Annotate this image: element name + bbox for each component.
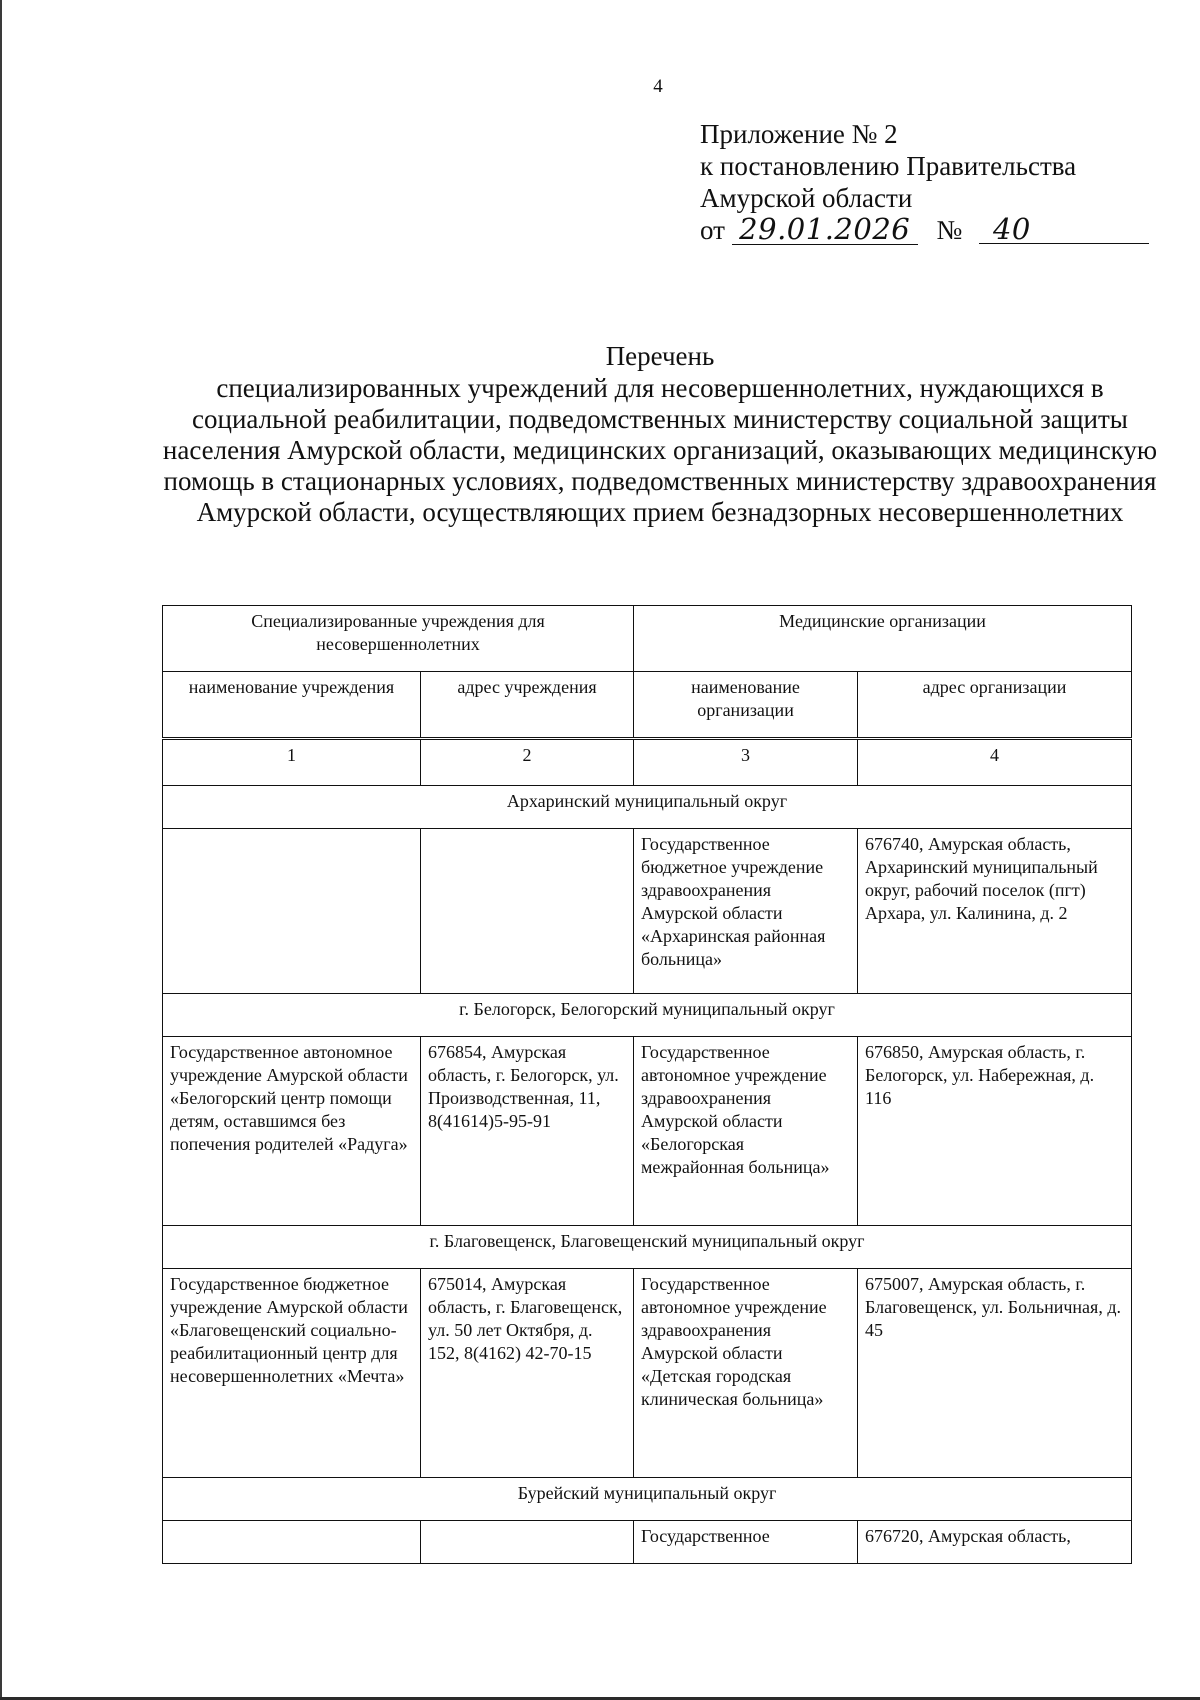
district-name: Бурейский муниципальный округ bbox=[163, 1478, 1132, 1521]
table-cell: 676850, Амурская область, г. Белогорск, ул. Набережная, д. 116 bbox=[858, 1037, 1132, 1226]
column-number: 2 bbox=[421, 739, 634, 786]
attachment-resolution: к постановлению Правительства bbox=[700, 151, 1077, 181]
column-header: адрес организации bbox=[858, 672, 1132, 739]
title-main: Перечень bbox=[605, 341, 715, 371]
district-row bbox=[163, 994, 1132, 1037]
table-row bbox=[163, 1521, 1132, 1564]
district-name: Архаринский муниципальный округ bbox=[163, 786, 1132, 829]
page-number: 4 bbox=[653, 76, 663, 97]
group-header-special: Специализированные учреждения для несовершеннолетних bbox=[163, 606, 634, 672]
table-cell: 676720, Амурская область, bbox=[858, 1521, 1132, 1564]
table-row bbox=[163, 829, 1132, 994]
title-subtitle: специализированных учреждений для несовершеннолетних, нуждающихся в социальной реабилитации, подведомственных министерству социальной защиты населения Амурской области, медицинских организаций, оказывающих медицинскую помощь в стационарных условиях, подведомственных министерству здравоохранения Амурской области, осуществляющих прием безнадзорных несовершеннолетних bbox=[162, 373, 1158, 527]
scan-left-edge bbox=[0, 0, 2, 1700]
column-number: 3 bbox=[634, 739, 858, 786]
attachment-region: Амурской области bbox=[700, 183, 913, 213]
table-cell bbox=[421, 1521, 634, 1564]
column-header: адрес учреждения bbox=[421, 672, 634, 739]
column-number: 1 bbox=[163, 739, 421, 786]
date-prefix: от bbox=[700, 215, 725, 245]
group-header-medical: Медицинские организации bbox=[634, 606, 1132, 672]
table-cell: Государственное автономное учреждение Амурской области «Белогорский центр помощи детям, оставшимся без попечения родителей «Радуга» bbox=[163, 1037, 421, 1226]
column-number: 4 bbox=[858, 739, 1132, 786]
table-row bbox=[163, 1037, 1132, 1226]
table-cell: 675014, Амурская область, г. Благовещенск, ул. 50 лет Октября, д. 152, 8(4162) 42-70-15 bbox=[421, 1269, 634, 1478]
table-cell bbox=[421, 829, 634, 994]
table-cell: Государственное автономное учреждение здравоохранения Амурской области «Детская городская клиническая больница» bbox=[634, 1269, 858, 1478]
column-number-row bbox=[163, 739, 1132, 786]
table-cell: 676740, Амурская область, Архаринский муниципальный округ, рабочий поселок (пгт) Архара, ул. Калинина, д. 2 bbox=[858, 829, 1132, 994]
table-cell: 676854, Амурская область, г. Белогорск, ул. Производственная, 11, 8(41614)5-95-91 bbox=[421, 1037, 634, 1226]
table-cell bbox=[163, 829, 421, 994]
column-header: наименование учреждения bbox=[163, 672, 421, 739]
district-row bbox=[163, 786, 1132, 829]
district-row bbox=[163, 1226, 1132, 1269]
table-cell: 675007, Амурская область, г. Благовещенск, ул. Больничная, д. 45 bbox=[858, 1269, 1132, 1478]
handwritten-number: 40 bbox=[979, 214, 1149, 244]
attachment-title: Приложение № 2 bbox=[700, 119, 898, 149]
attachment-block bbox=[700, 118, 1149, 246]
table-cell: Государственное bbox=[634, 1521, 858, 1564]
number-label: № bbox=[936, 215, 963, 245]
attachment-date-number-row bbox=[700, 214, 1149, 246]
table-cell: Государственное бюджетное учреждение здравоохранения Амурской области «Архаринская районная больница» bbox=[634, 829, 858, 994]
district-name: г. Благовещенск, Благовещенский муниципальный округ bbox=[163, 1226, 1132, 1269]
table-cell bbox=[163, 1521, 421, 1564]
district-name: г. Белогорск, Белогорский муниципальный округ bbox=[163, 994, 1132, 1037]
table-cell: Государственное бюджетное учреждение Амурской области «Благовещенский социально-реабилитационный центр для несовершеннолетних «Мечта» bbox=[163, 1269, 421, 1478]
group-header-row bbox=[163, 606, 1132, 672]
institutions-table bbox=[162, 605, 1132, 1564]
table-row bbox=[163, 1269, 1132, 1478]
column-header: наименование организации bbox=[634, 672, 858, 739]
column-header-row bbox=[163, 672, 1132, 739]
district-row bbox=[163, 1478, 1132, 1521]
document-title bbox=[150, 341, 1170, 528]
handwritten-date: 29.01.2026 bbox=[732, 214, 918, 245]
table-cell: Государственное автономное учреждение здравоохранения Амурской области «Белогорская межрайонная больница» bbox=[634, 1037, 858, 1226]
